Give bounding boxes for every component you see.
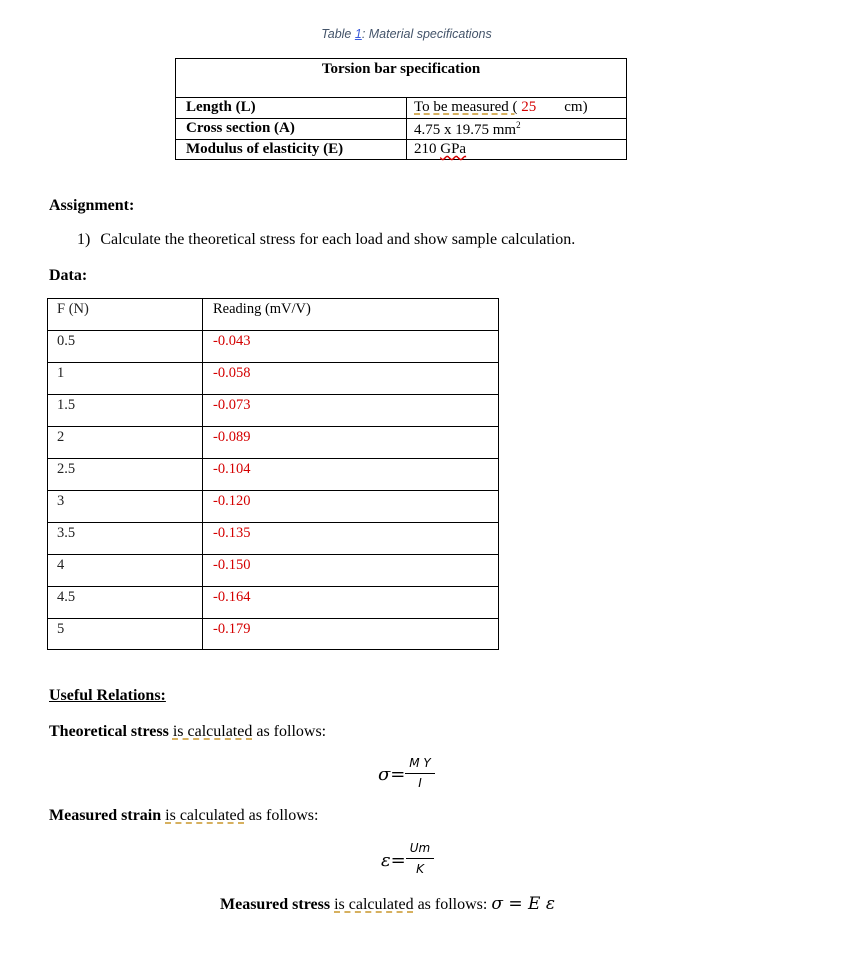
- table-caption: [0, 27, 813, 41]
- spec-value: 4.75 x 19.75 $mm^2$: [414, 120, 521, 138]
- table-row: 0.5 -0.043: [48, 331, 498, 363]
- table-header-row: [48, 299, 498, 331]
- data-heading: Data:: [49, 267, 88, 284]
- data-table: [47, 298, 499, 650]
- table-row: 1 -0.058: [48, 363, 498, 395]
- caption-number: 1: [354, 27, 362, 41]
- table-row: 4 -0.150: [48, 555, 498, 587]
- table-row: 3 -0.120: [48, 491, 498, 523]
- table-row: 3.5 -0.135: [48, 523, 498, 555]
- table-row: 5 -0.179: [57, 621, 251, 637]
- spec-table-title: Torsion bar specification: [321, 61, 481, 77]
- assignment-item-number: 1): [77, 231, 91, 248]
- formula1-fraction-bar: [405, 773, 435, 774]
- caption-prefix: Table: [321, 27, 355, 41]
- assignment-item: [77, 231, 575, 249]
- spec-label: Length (L): [186, 99, 256, 115]
- formula-sigma-lhs: σ=: [378, 764, 406, 785]
- assignment-item-text: Calculate the theoretical stress for each load and show sample calculation.: [100, 231, 576, 248]
- formula-epsilon-lhs: ε=: [381, 850, 406, 871]
- formula2-denominator: K: [416, 862, 424, 876]
- assignment-heading: Assignment:: [49, 197, 135, 214]
- table-row: 2.5 -0.104: [48, 459, 498, 491]
- spec-table: [175, 58, 627, 160]
- spec-label: Cross section (A): [186, 120, 295, 136]
- table-row: 4.5 -0.164: [48, 587, 498, 619]
- column-header-reading: Reading (mV/V): [213, 301, 311, 317]
- relations-heading: Useful Relations:: [49, 687, 166, 704]
- spec-row-modulus: [176, 139, 626, 160]
- table-row: 2 -0.089: [48, 427, 498, 459]
- table-row: 1.5 -0.073: [48, 395, 498, 427]
- spec-value: To be measured ( 25 cm): [414, 99, 588, 115]
- caption-suffix: : Material specifications: [361, 27, 492, 41]
- theoretical-stress-line: Theoretical stress is calculated as follows:: [49, 723, 327, 740]
- spec-row-cross-section: [176, 118, 626, 139]
- spec-label: Modulus of elasticity (E): [186, 141, 344, 157]
- formula1-numerator: M Y: [409, 756, 431, 770]
- formula2-fraction-bar: [406, 858, 434, 859]
- spec-value: 210 GPa: [414, 141, 467, 157]
- formula1-denominator: I: [418, 776, 422, 790]
- measured-strain-line: Measured strain is calculated as follows:: [49, 807, 319, 824]
- formula-measured-stress: σ = E ε: [491, 894, 555, 914]
- measured-stress-line: Measured stress is calculated as follows: σ = E ε: [220, 894, 555, 914]
- spec-row-length: [176, 97, 626, 118]
- formula2-numerator: Um: [409, 841, 431, 855]
- column-header-force: F (N): [57, 301, 89, 317]
